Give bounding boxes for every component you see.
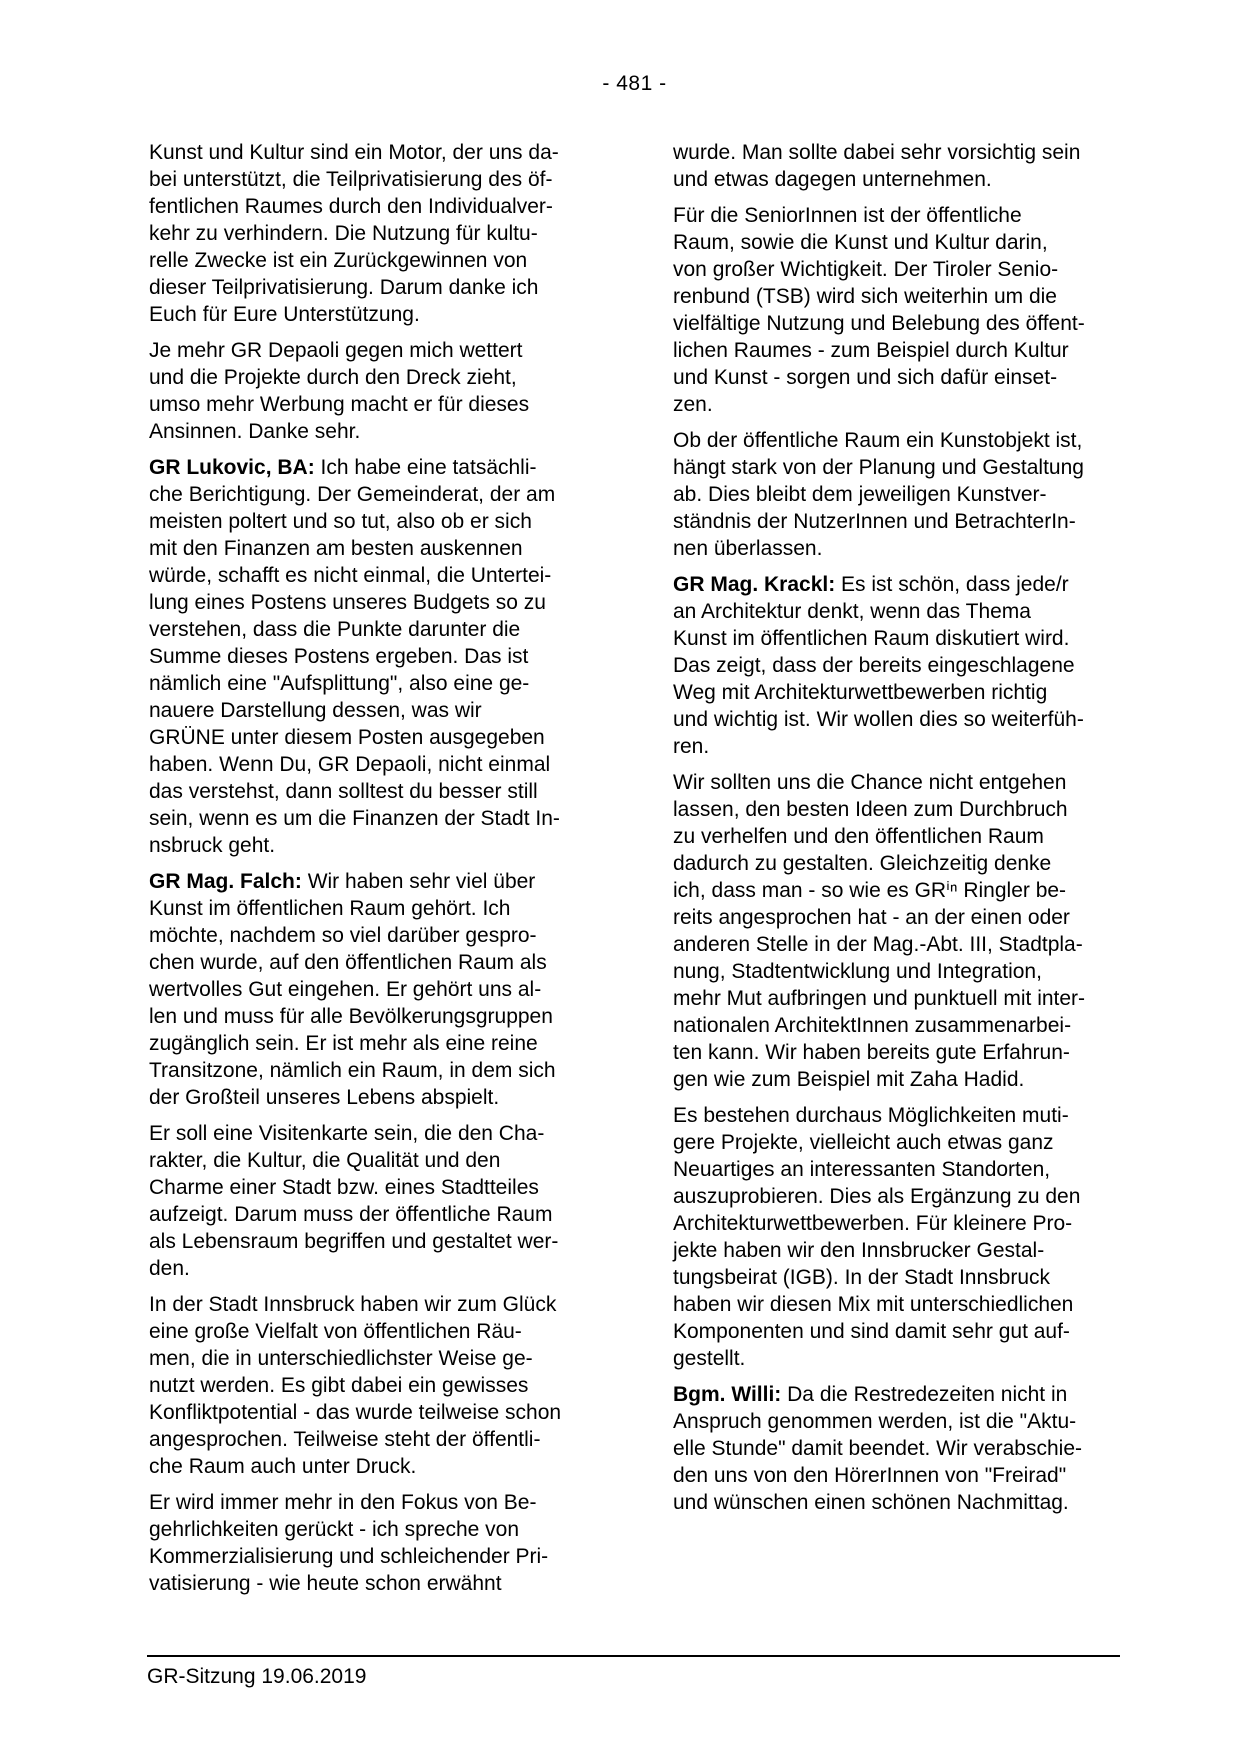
text-line: Anspruch genommen werden, ist die "Aktu- (673, 1410, 1077, 1433)
text-line: GRÜNE unter diesem Posten ausgegeben (149, 726, 545, 749)
text-line: den. (149, 1257, 190, 1280)
left-column (149, 139, 601, 1606)
text-line: auszuprobieren. Dies als Ergänzung zu den (673, 1185, 1081, 1208)
text-line: GR Mag. Krackl: Es ist schön, dass jede/r (673, 573, 1069, 596)
text-line: Für die SeniorInnen ist der öffentliche (673, 204, 1022, 227)
text-line: aufzeigt. Darum muss der öffentliche Raum (149, 1203, 553, 1226)
speaker-name: GR Lukovic, BA: (149, 456, 321, 479)
text-line: Es bestehen durchaus Möglichkeiten muti- (673, 1104, 1069, 1127)
text-line: und etwas dagegen unternehmen. (673, 168, 992, 191)
text-line: gestellt. (673, 1347, 746, 1370)
text-line: fentlichen Raumes durch den Individualver- (149, 195, 553, 218)
text-line: von großer Wichtigkeit. Der Tiroler Senio- (673, 258, 1059, 281)
text-line: ich, dass man - so wie es GRⁱⁿ Ringler be- (673, 879, 1067, 902)
paragraph (673, 1102, 1125, 1372)
text-line: ständnis der NutzerInnen und BetrachterIn- (673, 510, 1076, 533)
text-line: Raum, sowie die Kunst und Kultur darin, (673, 231, 1048, 254)
text-line: Architekturwettbewerben. Für kleinere Pro- (673, 1212, 1073, 1235)
text-line: len und muss für alle Bevölkerungsgruppen (149, 1005, 553, 1028)
text-line: bei unterstützt, die Teilprivatisierung des öf- (149, 168, 553, 191)
text-line: Transitzone, nämlich ein Raum, in dem sich (149, 1059, 556, 1082)
speech-paragraph (673, 1381, 1125, 1516)
page-number: - 481 - (602, 72, 667, 95)
text-line: nen überlassen. (673, 537, 823, 560)
text-line: und wünschen einen schönen Nachmittag. (673, 1491, 1069, 1514)
text-line: vatisierung - wie heute schon erwähnt (149, 1572, 502, 1595)
text-line: Komponenten und sind damit sehr gut auf- (673, 1320, 1070, 1343)
paragraph (149, 139, 601, 328)
text-line: den uns von den HörerInnen von "Freirad" (673, 1464, 1067, 1487)
text-line: und wichtig ist. Wir wollen dies so weiterfüh- (673, 708, 1084, 731)
text-line: angesprochen. Teilweise steht der öffentli- (149, 1428, 541, 1451)
text-line: an Architektur denkt, wenn das Thema (673, 600, 1031, 623)
text-line: che Berichtigung. Der Gemeinderat, der am (149, 483, 556, 506)
text-line: renbund (TSB) wird sich weiterhin um die (673, 285, 1057, 308)
text-line: rakter, die Kultur, die Qualität und den (149, 1149, 501, 1172)
text-line: eine große Vielfalt von öffentlichen Räu- (149, 1320, 522, 1343)
text-line: dieser Teilprivatisierung. Darum danke ich (149, 276, 539, 299)
text-line: Bgm. Willi: Da die Restredezeiten nicht in (673, 1383, 1068, 1406)
text-line: Kunst im öffentlichen Raum gehört. Ich (149, 897, 511, 920)
paragraph (673, 769, 1125, 1093)
text-columns (149, 139, 1125, 1606)
text-line: zu verhelfen und den öffentlichen Raum (673, 825, 1044, 848)
footer-session-label: GR-Sitzung 19.06.2019 (147, 1665, 367, 1688)
text-line: In der Stadt Innsbruck haben wir zum Glück (149, 1293, 557, 1316)
speech-paragraph (149, 868, 601, 1111)
text-line: ten kann. Wir haben bereits gute Erfahrun- (673, 1041, 1070, 1064)
text-line: Charme einer Stadt bzw. eines Stadtteiles (149, 1176, 539, 1199)
text-line: anderen Stelle in der Mag.-Abt. III, Stadtpla- (673, 933, 1083, 956)
text-line: nauere Darstellung dessen, was wir (149, 699, 482, 722)
paragraph (673, 202, 1125, 418)
text-line: zen. (673, 393, 713, 416)
text-line: men, die in unterschiedlichster Weise ge- (149, 1347, 533, 1370)
text-line: Konfliktpotential - das wurde teilweise schon (149, 1401, 562, 1424)
paragraph (149, 1120, 601, 1282)
text-line: der Großteil unseres Lebens abspielt. (149, 1086, 500, 1109)
text-line: kehr zu verhindern. Die Nutzung für kultu- (149, 222, 538, 245)
paragraph (149, 1489, 601, 1597)
speaker-name: Bgm. Willi: (673, 1383, 788, 1406)
text-line: sein, wenn es um die Finanzen der Stadt In- (149, 807, 560, 830)
text-line: Kunst im öffentlichen Raum diskutiert wird. (673, 627, 1070, 650)
text-line: nutzt werden. Es gibt dabei ein gewisses (149, 1374, 529, 1397)
paragraph (673, 427, 1125, 562)
speech-paragraph (673, 571, 1125, 760)
text-line: das verstehst, dann solltest du besser still (149, 780, 538, 803)
paragraph (673, 139, 1125, 193)
text-line: nung, Stadtentwicklung und Integration, (673, 960, 1042, 983)
text-line: reits angesprochen hat - an der einen oder (673, 906, 1070, 929)
text-line: Ob der öffentliche Raum ein Kunstobjekt ist, (673, 429, 1083, 452)
text-line: Er wird immer mehr in den Fokus von Be- (149, 1491, 537, 1514)
right-column (673, 139, 1125, 1606)
text-line: nämlich eine "Aufsplittung", also eine ge- (149, 672, 530, 695)
text-line: lassen, den besten Ideen zum Durchbruch (673, 798, 1068, 821)
text-line: zugänglich sein. Er ist mehr als eine reine (149, 1032, 538, 1055)
text-line: als Lebensraum begriffen und gestaltet wer- (149, 1230, 559, 1253)
text-line: chen wurde, auf den öffentlichen Raum als (149, 951, 547, 974)
text-line: möchte, nachdem so viel darüber gespro- (149, 924, 537, 947)
text-line: Ansinnen. Danke sehr. (149, 420, 361, 443)
text-line: umso mehr Werbung macht er für dieses (149, 393, 530, 416)
text-line: haben wir diesen Mix mit unterschiedlichen (673, 1293, 1074, 1316)
text-line: meisten poltert und so tut, also ob er sich (149, 510, 532, 533)
text-line: Euch für Eure Unterstützung. (149, 303, 420, 326)
text-line: haben. Wenn Du, GR Depaoli, nicht einmal (149, 753, 551, 776)
text-line: hängt stark von der Planung und Gestaltung (673, 456, 1084, 479)
text-line: ab. Dies bleibt dem jeweiligen Kunstver- (673, 483, 1047, 506)
paragraph (149, 337, 601, 445)
text-line: che Raum auch unter Druck. (149, 1455, 417, 1478)
text-line: Kommerzialisierung und schleichender Pri- (149, 1545, 549, 1568)
text-line: nationalen ArchitektInnen zusammenarbei- (673, 1014, 1072, 1037)
text-line: Wir sollten uns die Chance nicht entgehen (673, 771, 1067, 794)
text-line: dadurch zu gestalten. Gleichzeitig denke (673, 852, 1052, 875)
text-line: Kunst und Kultur sind ein Motor, der uns da- (149, 141, 559, 164)
text-line: Neuartiges an interessanten Standorten, (673, 1158, 1051, 1181)
paragraph (149, 1291, 601, 1480)
text-line: jekte haben wir den Innsbrucker Gestal- (673, 1239, 1045, 1262)
text-line: tungsbeirat (IGB). In der Stadt Innsbruck (673, 1266, 1051, 1289)
text-line: gen wie zum Beispiel mit Zaha Hadid. (673, 1068, 1025, 1091)
text-line: GR Lukovic, BA: Ich habe eine tatsächli- (149, 456, 537, 479)
text-line: relle Zwecke ist ein Zurückgewinnen von (149, 249, 528, 272)
text-line: wurde. Man sollte dabei sehr vorsichtig sein (673, 141, 1081, 164)
text-line: Das zeigt, dass der bereits eingeschlagene (673, 654, 1075, 677)
footer-divider (147, 1655, 1120, 1657)
speech-paragraph (149, 454, 601, 859)
text-line: GR Mag. Falch: Wir haben sehr viel über (149, 870, 536, 893)
text-line: vielfältige Nutzung und Belebung des öffent- (673, 312, 1085, 335)
speaker-name: GR Mag. Krackl: (673, 573, 842, 596)
text-line: mehr Mut aufbringen und punktuell mit inter- (673, 987, 1086, 1010)
text-line: mit den Finanzen am besten auskennen (149, 537, 523, 560)
text-line: lichen Raumes - zum Beispiel durch Kultur (673, 339, 1069, 362)
text-line: würde, schafft es nicht einmal, die Untertei- (149, 564, 552, 587)
text-line: und die Projekte durch den Dreck zieht, (149, 366, 517, 389)
text-line: gehrlichkeiten gerückt - ich spreche von (149, 1518, 520, 1541)
text-line: gere Projekte, vielleicht auch etwas ganz (673, 1131, 1054, 1154)
text-line: verstehen, dass die Punkte darunter die (149, 618, 521, 641)
text-line: lung eines Postens unseres Budgets so zu (149, 591, 546, 614)
text-line: und Kunst - sorgen und sich dafür einset- (673, 366, 1058, 389)
text-line: Je mehr GR Depaoli gegen mich wettert (149, 339, 523, 362)
text-line: wertvolles Gut eingehen. Er gehört uns al- (149, 978, 542, 1001)
text-line: Er soll eine Visitenkarte sein, die den Cha- (149, 1122, 545, 1145)
text-line: Weg mit Architekturwettbewerben richtig (673, 681, 1048, 704)
text-line: Summe dieses Postens ergeben. Das ist (149, 645, 529, 668)
text-line: elle Stunde" damit beendet. Wir verabschie- (673, 1437, 1082, 1460)
text-line: ren. (673, 735, 710, 758)
speaker-name: GR Mag. Falch: (149, 870, 308, 893)
text-line: nsbruck geht. (149, 834, 276, 857)
